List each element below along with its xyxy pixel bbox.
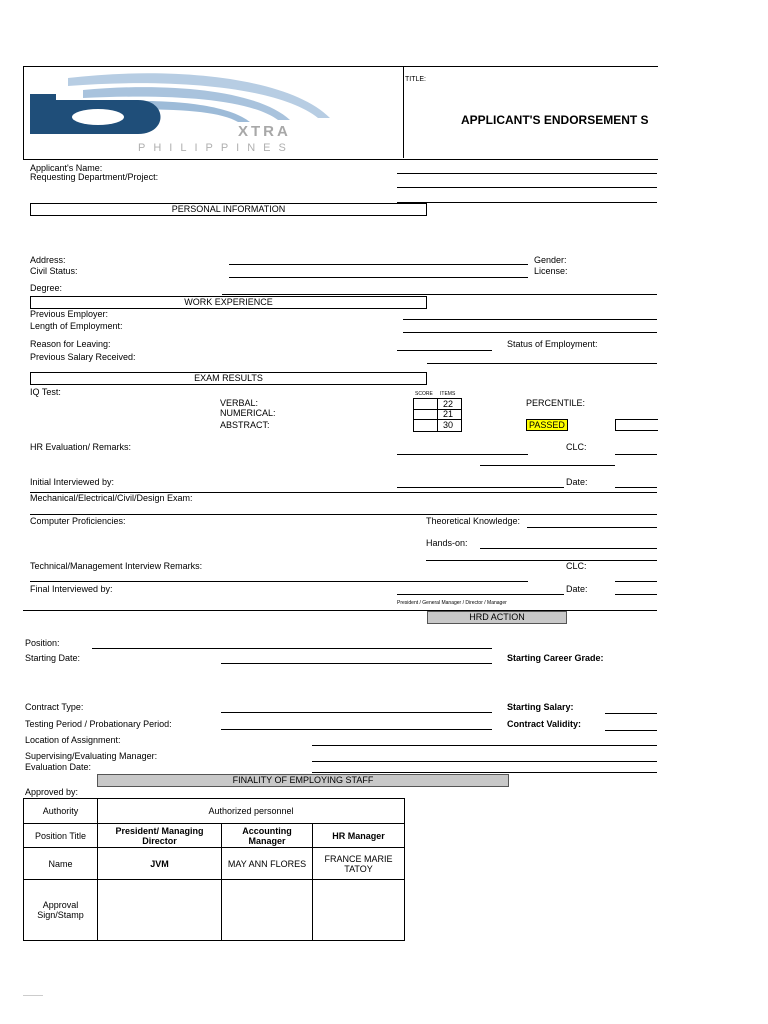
section-personal-info: PERSONAL INFORMATION — [30, 203, 427, 216]
items-header: ITEMS — [440, 391, 456, 397]
score-grid-divider — [437, 398, 438, 431]
col3-name-cell: FRANCE MARIE TATOY — [313, 848, 405, 880]
approval-cell: Approval Sign/Stamp — [24, 880, 98, 941]
requesting-dept-label: Requesting Department/Project: — [30, 172, 159, 182]
computer-proficiencies-line — [426, 560, 657, 561]
applicant-name-line — [397, 173, 657, 174]
starting-date-line — [221, 663, 492, 664]
section-work-experience: WORK EXPERIENCE — [30, 296, 427, 309]
previous-salary-label: Previous Salary Received: — [30, 352, 136, 362]
col3-title-cell: HR Manager — [313, 824, 405, 848]
position-line — [92, 648, 492, 649]
col1-sign-cell[interactable] — [98, 880, 222, 941]
status-of-employment-label: Status of Employment: — [507, 339, 598, 349]
percentile-label: PERCENTILE: — [526, 398, 586, 408]
requesting-dept-line — [397, 187, 657, 188]
civil-status-label: Civil Status: — [30, 266, 78, 276]
reason-for-leaving-line — [397, 350, 492, 351]
previous-salary-line — [427, 363, 657, 364]
hr-evaluation-line — [397, 454, 528, 455]
civil-status-line — [229, 277, 528, 278]
previous-employer-line — [403, 319, 657, 320]
testing-period-label: Testing Period / Probationary Period: — [25, 719, 172, 729]
authority-cell: Authority — [24, 799, 98, 824]
authorized-personnel-cell: Authorized personnel — [98, 799, 405, 824]
career-grade-label: Starting Career Grade: — [507, 653, 604, 663]
hr-evaluation-line-2 — [480, 465, 615, 466]
col1-name-cell: JVM — [98, 848, 222, 880]
logo-subtext: PHILIPPINES — [138, 142, 294, 154]
numerical-label: NUMERICAL: — [220, 408, 276, 418]
col2-sign-cell[interactable] — [222, 880, 313, 941]
degree-line — [222, 294, 657, 295]
contract-validity-line — [605, 730, 657, 731]
final-interview-label: Final Interviewed by: — [30, 584, 113, 594]
testing-period-line — [221, 729, 492, 730]
logo-text: XTRA — [238, 123, 291, 140]
location-line — [312, 745, 657, 746]
position-title-cell: Position Title — [24, 824, 98, 848]
initial-interview-line — [397, 487, 564, 488]
mech-exam-line — [30, 514, 657, 515]
degree-label: Degree: — [30, 283, 63, 293]
tech-interview-line — [30, 581, 528, 582]
clc-label: CLC: — [566, 442, 587, 452]
hands-on-label: Hands-on: — [426, 538, 468, 548]
final-interview-line — [397, 594, 564, 595]
contract-type-line — [221, 712, 492, 713]
col1-title-cell: President/ Managing Director — [98, 824, 222, 848]
abstract-items: 30 — [443, 420, 454, 430]
gender-label: Gender: — [534, 255, 567, 265]
initial-interview-label: Initial Interviewed by: — [30, 477, 115, 487]
position-label: Position: — [25, 638, 60, 648]
evaluation-date-label: Evaluation Date: — [25, 762, 92, 772]
contract-type-label: Contract Type: — [25, 702, 84, 712]
date2-label: Date: — [566, 584, 588, 594]
starting-salary-label: Starting Salary: — [507, 702, 574, 712]
supervising-manager-line — [312, 761, 657, 762]
col2-title-cell: Accounting Manager — [222, 824, 313, 848]
starting-date-label: Starting Date: — [25, 653, 81, 663]
length-of-employment-line — [403, 332, 657, 333]
address-line — [229, 264, 528, 265]
section-hrd-action: HRD ACTION — [427, 611, 567, 624]
location-label: Location of Assignment: — [25, 735, 121, 745]
contract-validity-label: Contract Validity: — [507, 719, 582, 729]
col3-sign-cell[interactable] — [313, 880, 405, 941]
percentile-box — [615, 419, 658, 431]
hands-on-line — [480, 548, 657, 549]
length-of-employment-label: Length of Employment: — [30, 321, 123, 331]
date-label: Date: — [566, 477, 588, 487]
approved-by-label: Approved by: — [25, 787, 79, 797]
numerical-items: 21 — [443, 409, 454, 419]
previous-employer-label: Previous Employer: — [30, 309, 109, 319]
tech-interview-label: Technical/Management Interview Remarks: — [30, 561, 203, 571]
starting-salary-line — [605, 713, 657, 714]
computer-proficiencies-label: Computer Proficiencies: — [30, 516, 126, 526]
iq-test-label: IQ Test: — [30, 387, 61, 397]
verbal-items: 22 — [443, 399, 454, 409]
abstract-label: ABSTRACT: — [220, 420, 270, 430]
evaluation-date-line — [312, 772, 657, 773]
score-header: SCORE — [415, 391, 433, 397]
approval-table — [23, 798, 405, 941]
date-line — [615, 487, 657, 488]
clc2-label: CLC: — [566, 561, 587, 571]
name-cell: Name — [24, 848, 98, 880]
hr-evaluation-label: HR Evaluation/ Remarks: — [30, 442, 132, 452]
license-label: License: — [534, 266, 568, 276]
theoretical-knowledge-label: Theoretical Knowledge: — [426, 516, 521, 526]
header-divider — [403, 66, 404, 158]
theoretical-knowledge-line — [527, 527, 657, 528]
score-grid-row2 — [413, 419, 461, 420]
title-label: TITLE: — [405, 76, 427, 83]
supervising-manager-label: Supervising/Evaluating Manager: — [25, 751, 158, 761]
reason-for-leaving-label: Reason for Leaving: — [30, 339, 111, 349]
score-grid-row1 — [413, 409, 461, 410]
address-label: Address: — [30, 255, 66, 265]
section-exam-results: EXAM RESULTS — [30, 372, 427, 385]
result-badge: PASSED — [526, 419, 568, 431]
section-finality: FINALITY OF EMPLOYING STAFF — [97, 774, 509, 787]
footer-mark — [23, 995, 43, 996]
clc2-line — [615, 581, 657, 582]
interviewer-note: President / General Manager / Director / Manager — [397, 600, 507, 606]
page-title: APPLICANT'S ENDORSEMENT S — [461, 113, 649, 127]
col2-name-cell: MAY ANN FLORES — [222, 848, 313, 880]
verbal-label: VERBAL: — [220, 398, 259, 408]
applicant-name-label: Applicant's Name: — [30, 163, 103, 173]
date2-line — [615, 594, 657, 595]
clc-line — [615, 454, 657, 455]
mech-exam-label: Mechanical/Electrical/Civil/Design Exam: — [30, 493, 193, 503]
header-extra-line — [397, 202, 657, 203]
